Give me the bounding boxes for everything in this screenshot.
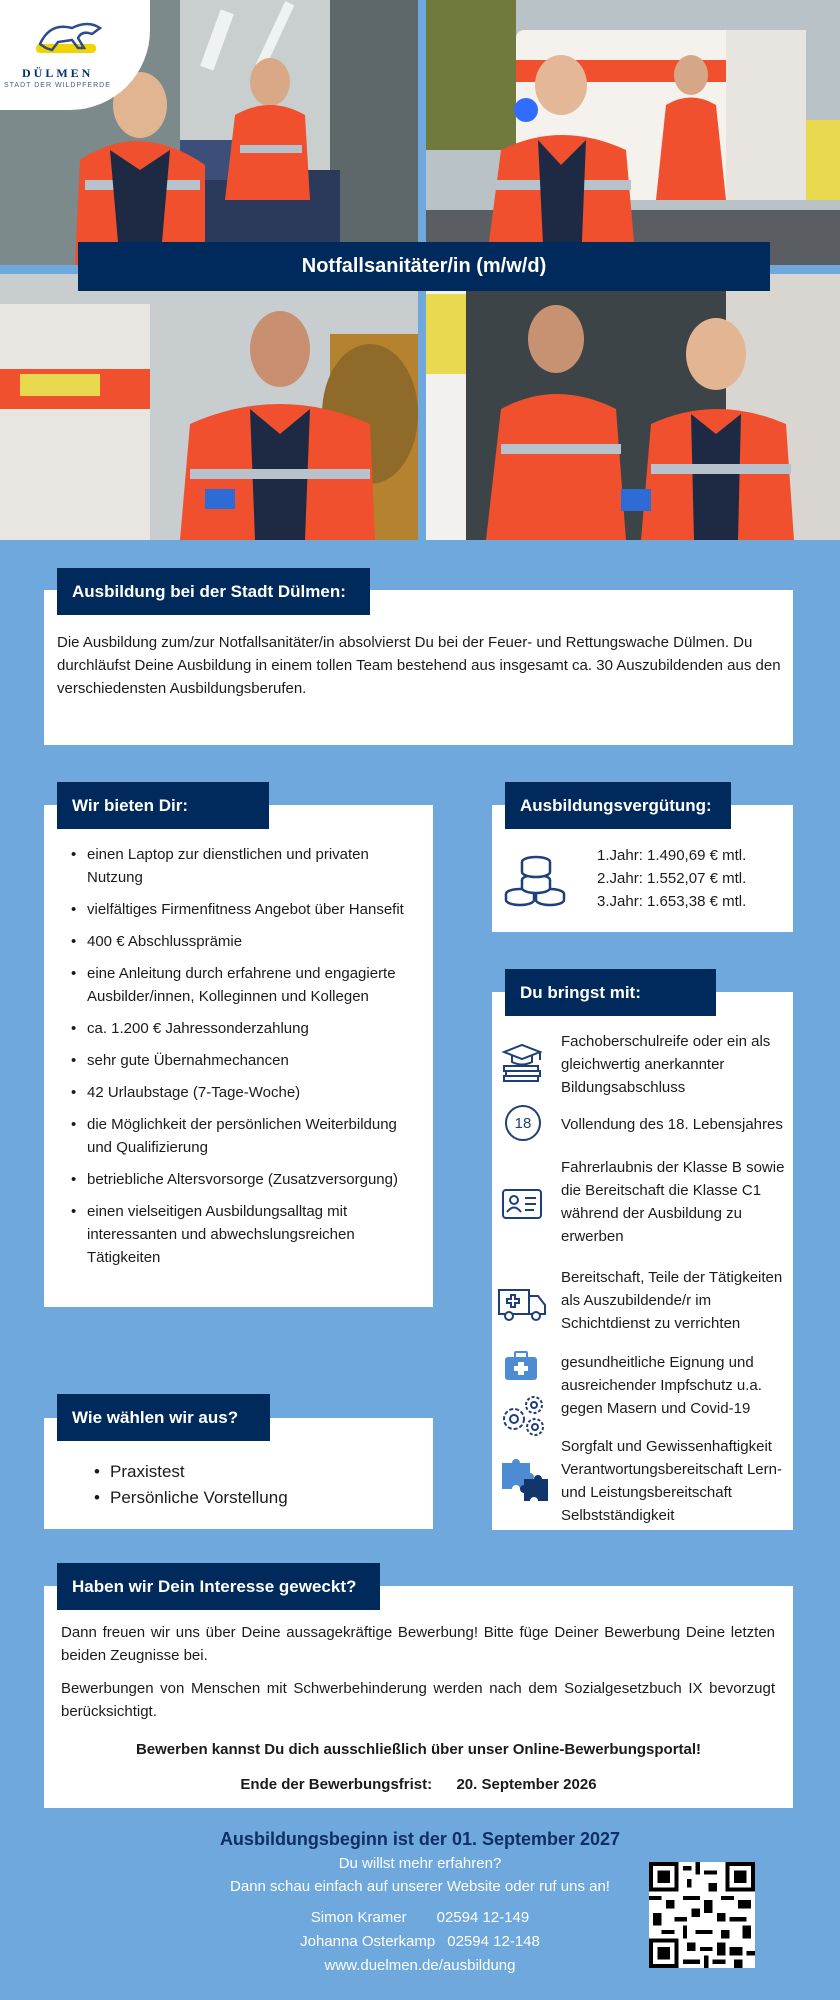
requirement-item xyxy=(492,1351,792,1423)
requirement-text: Bereitschaft, Teile der Tätigkeiten als Auszubildende/r im Schichtdienst zu verrichten xyxy=(561,1269,783,1332)
logo-tagline: STADT DER WILDPFERDE xyxy=(4,82,111,89)
verguetung-heading: Ausbildungsvergütung: xyxy=(505,782,731,829)
salary-year-1: 1.Jahr: 1.490,69 € mtl. xyxy=(597,847,747,864)
contact-phone[interactable]: 02594 12-148 xyxy=(447,1933,540,1950)
portal-notice: Bewerben kannst Du dich ausschließlich über unser Online-Bewerbungsportal! xyxy=(135,1741,702,1758)
list-item: • einen vielseitigen Ausbildungsalltag mit interessanten und abwechslungsreichen Tätigkeiten xyxy=(59,1200,419,1269)
list-item: • einen Laptop zur dienstlichen und privaten Nutzung xyxy=(59,843,419,889)
wir-bieten-section xyxy=(44,805,433,1307)
du-bringst-section xyxy=(492,992,793,1530)
interesse-text-2: Bewerbungen von Menschen mit Schwerbehinderung werden nach dem Sozialgesetzbuch IX bevorzugt berücksichtigt. xyxy=(61,1680,775,1720)
photo-ambulance-exterior xyxy=(426,0,840,265)
benefits-list xyxy=(59,843,419,1278)
coins-icon xyxy=(502,852,570,908)
job-title-banner: Notfallsanitäter/in (m/w/d) xyxy=(78,242,770,291)
list-item: • Praxistest xyxy=(88,1459,288,1485)
salary-year-2: 2.Jahr: 1.552,07 € mtl. xyxy=(597,870,747,887)
deadline xyxy=(44,1773,793,1796)
age-18-icon xyxy=(505,1105,541,1141)
ausbildung-heading: Ausbildung bei der Stadt Dülmen: xyxy=(57,568,370,615)
ambulance-icon xyxy=(496,1280,548,1324)
ausbildung-text: Die Ausbildung zum/zur Notfallsanitäter/in absolvierst Du bei der Feuer- und Rettungswache Dülmen. Du durchläufst Deine Ausbildung in einem tollen Team bestehend aus insgesamt ca. 30 Auszubildenden aus den verschiedensten Ausbildungsberufen. xyxy=(57,634,781,697)
gears-icon xyxy=(498,1389,548,1439)
puzzle-icon xyxy=(498,1457,550,1505)
wir-bieten-heading: Wir bieten Dir: xyxy=(57,782,269,829)
deadline-label: Ende der Bewerbungsfrist: xyxy=(240,1776,433,1793)
list-item: • 400 € Abschlussprämie xyxy=(59,930,419,953)
wild-horse-icon xyxy=(30,14,110,62)
footer-line-2: Dann schau einfach auf unserer Website oder ruf uns an! xyxy=(230,1878,610,1895)
requirement-text: Sorgfalt und Gewissenhaftigkeit Verantwortungsbereitschaft Lern- und Leistungsbereitschaft Selbstständigkeit xyxy=(561,1438,782,1524)
auswahl-heading: Wie wählen wir aus? xyxy=(57,1394,270,1441)
verguetung-list xyxy=(597,844,746,913)
photo-paramedics-in-vehicle xyxy=(426,274,840,540)
requirement-item xyxy=(492,1030,792,1102)
medical-kit-icon xyxy=(504,1351,538,1381)
requirement-item xyxy=(492,1266,792,1338)
graduation-books-icon xyxy=(500,1040,544,1084)
age-badge-text: 18 xyxy=(514,1114,532,1132)
interesse-heading: Haben wir Dein Interesse geweckt? xyxy=(57,1563,380,1610)
requirement-item xyxy=(492,1113,792,1143)
du-bringst-heading: Du bringst mit: xyxy=(505,969,716,1016)
logo-city-name: DÜLMEN xyxy=(22,66,94,80)
list-item: • die Möglichkeit der persönlichen Weiterbildung und Qualifizierung xyxy=(59,1113,419,1159)
id-card-icon xyxy=(500,1182,544,1226)
requirement-text: Fachoberschulreife oder ein als gleichwertig anerkannter Bildungsabschluss xyxy=(561,1033,771,1096)
website-link[interactable]: www.duelmen.de/ausbildung xyxy=(324,1957,516,1974)
contact-name: Johanna Osterkamp xyxy=(300,1933,436,1950)
list-item: • 42 Urlaubstage (7-Tage-Woche) xyxy=(59,1081,419,1104)
list-item: • vielfältiges Firmenfitness Angebot über Hansefit xyxy=(59,898,419,921)
requirement-text: gesundheitliche Eignung und ausreichender Impfschutz u.a. gegen Masern und Covid-19 xyxy=(561,1354,762,1417)
deadline-date: 20. September 2026 xyxy=(456,1776,597,1793)
contact-name: Simon Kramer xyxy=(310,1909,407,1926)
requirement-text: Fahrerlaubnis der Klasse B sowie die Bereitschaft die Klasse C1 während der Ausbildung zu erwerben xyxy=(561,1159,785,1245)
list-item: • betriebliche Altersvorsorge (Zusatzversorgung) xyxy=(59,1168,419,1191)
selection-list xyxy=(88,1459,288,1511)
photo-paramedic-portrait xyxy=(0,274,418,540)
requirement-text: Vollendung des 18. Lebensjahres xyxy=(561,1116,783,1133)
contact-phone[interactable]: 02594 12-149 xyxy=(436,1909,530,1926)
list-item: • sehr gute Übernahmechancen xyxy=(59,1049,419,1072)
requirement-item xyxy=(492,1156,792,1251)
salary-year-3: 3.Jahr: 1.653,38 € mtl. xyxy=(597,893,747,910)
list-item: • Persönliche Vorstellung xyxy=(88,1485,288,1511)
list-item: • eine Anleitung durch erfahrene und engagierte Ausbilder/innen, Kolleginnen und Kollegen xyxy=(59,962,419,1008)
requirement-item xyxy=(492,1435,792,1529)
interesse-section xyxy=(44,1586,793,1808)
qr-code[interactable] xyxy=(649,1862,755,1968)
list-item: • ca. 1.200 € Jahressonderzahlung xyxy=(59,1017,419,1040)
training-start: Ausbildungsbeginn ist der 01. September 2027 xyxy=(219,1829,621,1849)
interesse-text-1: Dann freuen wir uns über Deine aussagekräftige Bewerbung! Bitte füge Deiner Bewerbung Deine letzten beiden Zeugnisse bei. xyxy=(61,1624,775,1664)
footer-line-1: Du willst mehr erfahren? xyxy=(338,1855,502,1872)
